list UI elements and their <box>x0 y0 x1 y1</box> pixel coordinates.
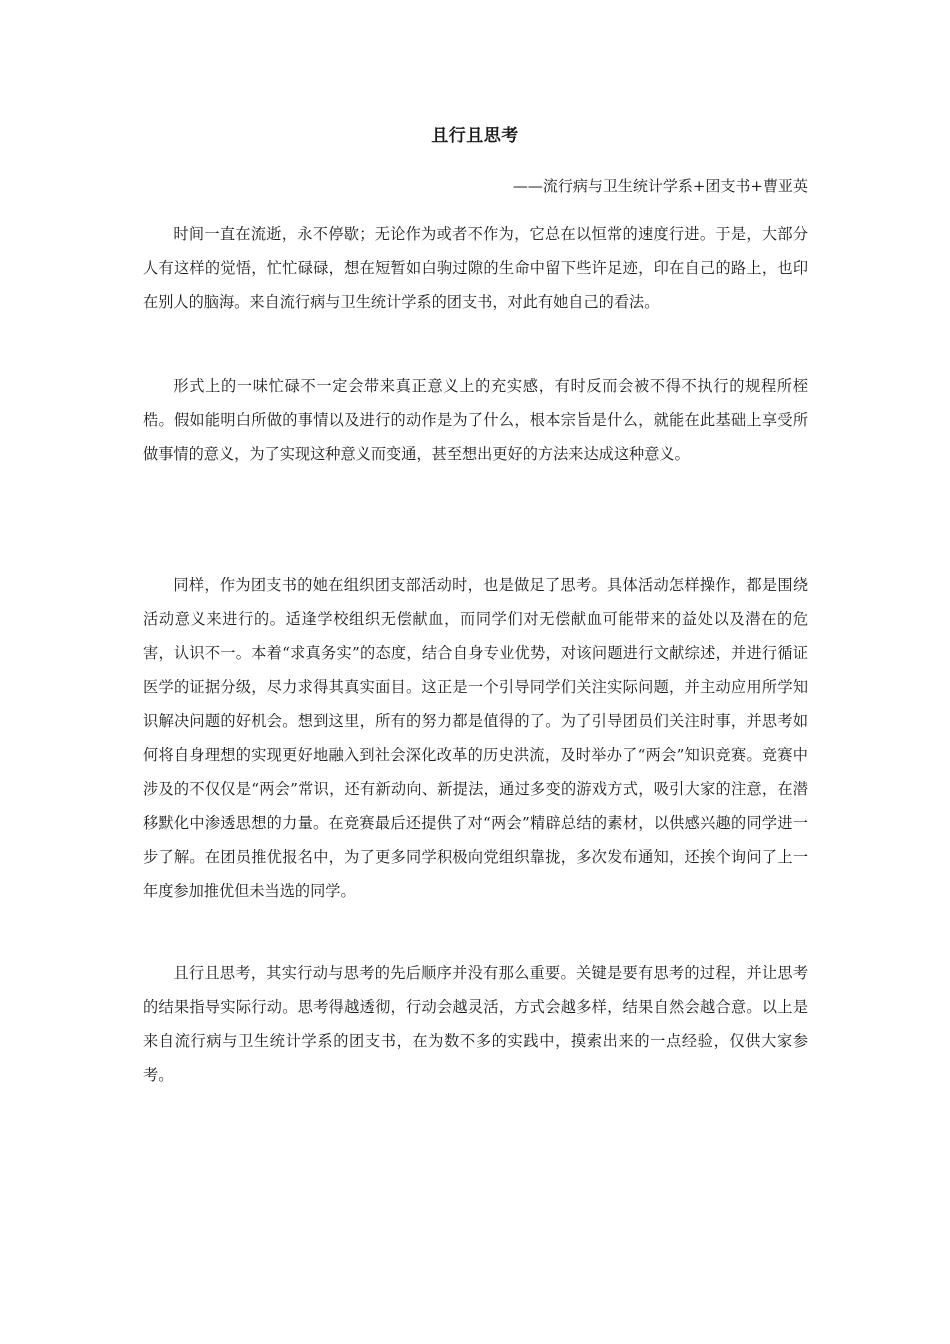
document-title: 且行且思考 <box>431 126 519 146</box>
paragraph-3: 同样，作为团支书的她在组织团支部活动时，也是做足了思考。具体活动怎样操作，都是围绕活动意义来进行的。适逢学校组织无偿献血，而同学们对无偿献血可能带来的益处以及潜在的危害，认识不一。本着“求真务实”的态度，结合自身专业优势，对该问题进行文献综述，并进行循证医学的证据分级，尽力求得其真实面目。这正是一个引导同学们关注实际问题，并主动应用所学知识解决问题的好机会。想到这里，所有的努力都是值得的了。为了引导团员们关注时事，并思考如何将自身理想的实现更好地融入到社会深化改革的历史洪流，及时举办了“两会”知识竞赛。竞赛中涉及的不仅仅是“两会”常识，还有新动向、新提法，通过多变的游戏方式，吸引大家的注意，在潜移默化中渗透思想的力量。在竞赛最后还提供了对“两会”精辟总结的素材，以供感兴趣的同学进一步了解。在团员推优报名中，为了更多同学积极向党组织靠拢，多次发布通知，还挨个询问了上一年度参加推优但未当选的同学。 <box>143 576 808 900</box>
paragraph-2: 形式上的一味忙碌不一定会带来真正意义上的充实感，有时反而会被不得不执行的规程所桎梏。假如能明白所做的事情以及进行的动作是为了什么，根本宗旨是什么，就能在此基础上享受所做事情的意义，为了实现这种意义而变通，甚至想出更好的方法来达成这种意义。 <box>143 377 808 463</box>
paragraph-4: 且行且思考，其实行动与思考的先后顺序并没有那么重要。关键是要有思考的过程，并让思考的结果指导实际行动。思考得越透彻，行动会越灵活，方式会越多样，结果自然会越合意。以上是来自流行病与卫生统计学系的团支书，在为数不多的实践中，摸索出来的一点经验，仅供大家参考。 <box>143 964 808 1084</box>
author-byline: ——流行病与卫生统计学系+团支书+曹亚英 <box>512 177 808 195</box>
paragraph-1: 时间一直在流逝，永不停歇；无论作为或者不作为，它总在以恒常的速度行进。于是，大部分人有这样的觉悟，忙忙碌碌，想在短暂如白驹过隙的生命中留下些许足迹，印在自己的路上，也印在别人的脑海。来自流行病与卫生统计学系的团支书，对此有她自己的看法。 <box>143 225 808 311</box>
